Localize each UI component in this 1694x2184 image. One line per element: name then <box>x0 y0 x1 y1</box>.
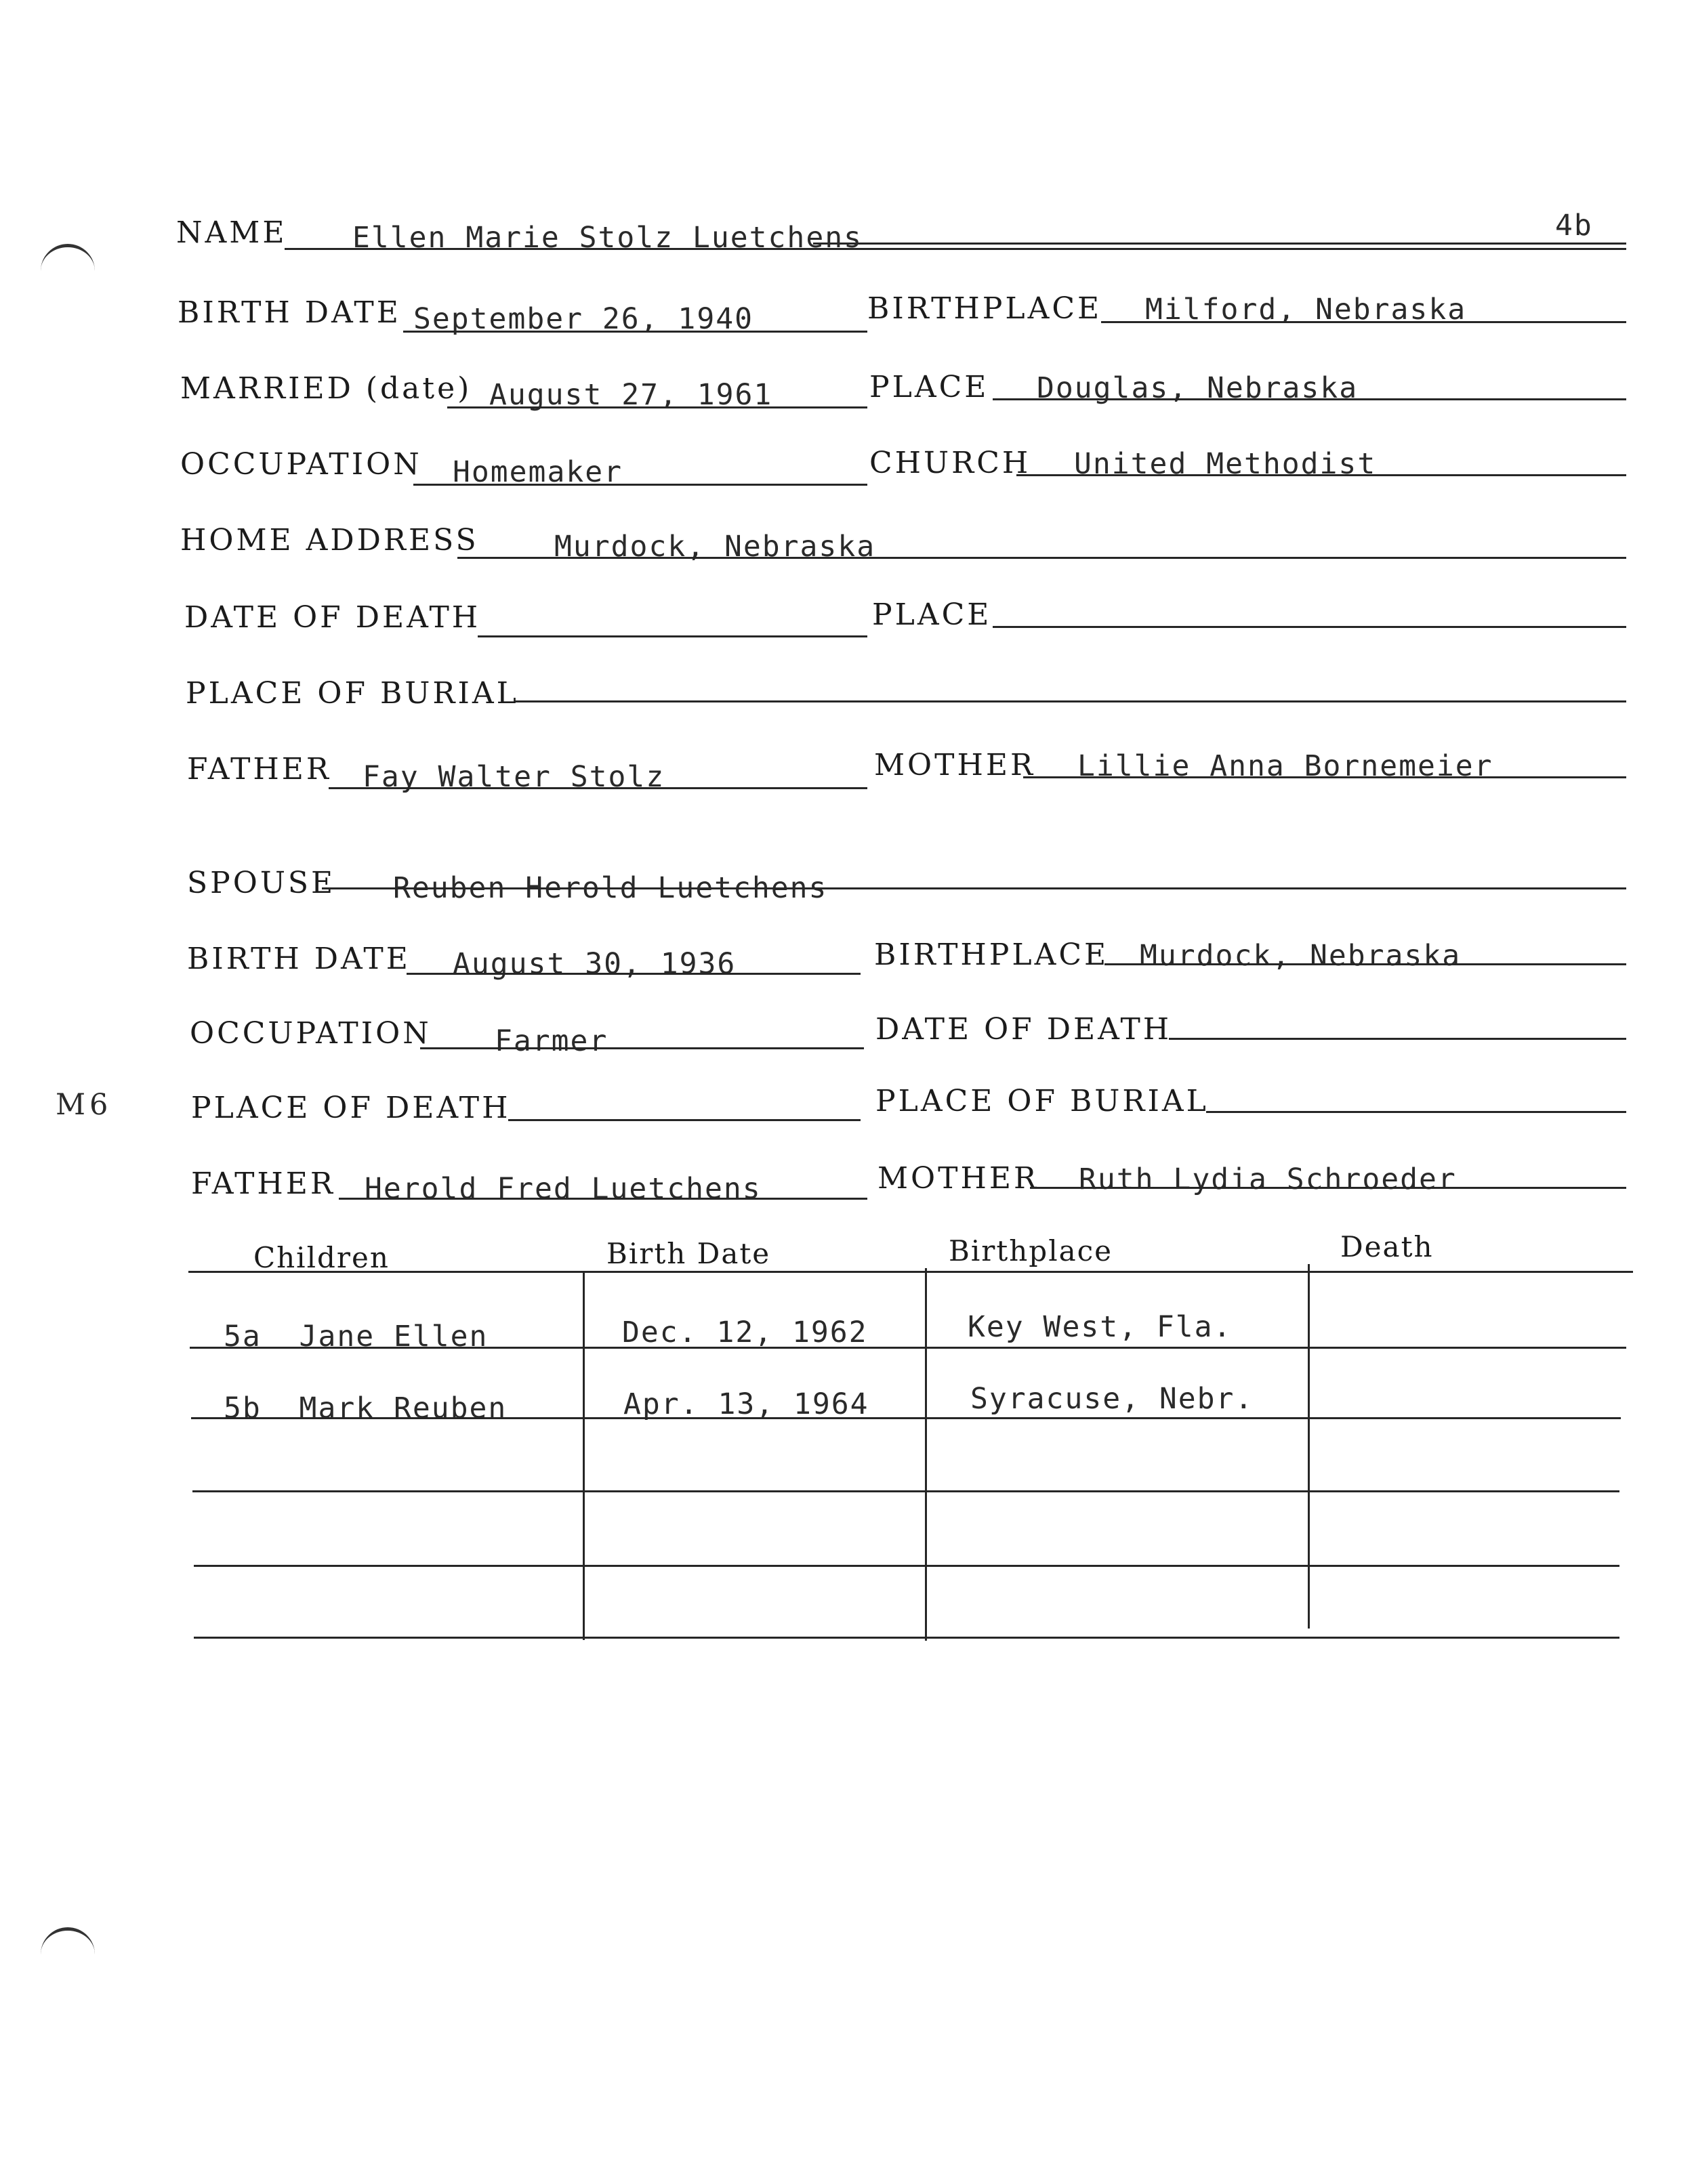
married-place-rule <box>993 398 1626 400</box>
binder-hole-top <box>41 244 95 274</box>
spouse-mother-value: Ruth Lydia Schroeder <box>1079 1162 1457 1196</box>
table-row-rule-5 <box>194 1637 1619 1639</box>
mother-value: Lillie Anna Bornemeier <box>1077 749 1493 783</box>
date-of-death-rule <box>478 635 867 637</box>
home-address-value: Murdock, Nebraska <box>554 530 876 564</box>
name-label: NAME <box>176 215 287 250</box>
table-row-rule-3 <box>192 1490 1619 1492</box>
spouse-place-of-death-rule <box>508 1119 861 1121</box>
married-label: MARRIED (date) <box>180 371 472 406</box>
home-address-rule <box>457 557 1626 559</box>
spouse-occupation-value: Farmer <box>495 1024 608 1058</box>
child-birthplace: Syracuse, Nebr. <box>970 1382 1254 1416</box>
spouse-father-label: FATHER <box>191 1167 336 1201</box>
spouse-rule <box>322 887 1626 889</box>
birthplace-rule <box>1101 321 1626 323</box>
table-col-divider-2 <box>925 1268 927 1641</box>
binder-hole-bottom <box>41 1927 95 1958</box>
spouse-birth-date-label: BIRTH DATE <box>187 942 411 976</box>
child-name: 5a Jane Ellen <box>224 1320 489 1353</box>
child-birth-date: Dec. 12, 1962 <box>622 1316 868 1349</box>
death-place-label: PLACE <box>872 597 992 632</box>
birth-date-value: September 26, 1940 <box>413 302 753 336</box>
name-rule <box>285 248 1626 250</box>
birthplace-header: Birthplace <box>949 1234 1113 1267</box>
spouse-occupation-label: OCCUPATION <box>190 1016 432 1051</box>
page-number-rule <box>813 243 1626 245</box>
church-rule <box>1016 474 1626 476</box>
name-value: Ellen Marie Stolz Luetchens <box>352 221 863 255</box>
table-row-rule-2 <box>191 1417 1621 1419</box>
spouse-father-value: Herold Fred Luetchens <box>365 1172 762 1206</box>
birthplace-label: BIRTHPLACE <box>867 291 1102 326</box>
occupation-value: Homemaker <box>453 455 623 489</box>
occupation-rule <box>413 484 867 486</box>
spouse-occupation-rule <box>420 1047 864 1049</box>
place-of-burial-rule <box>515 700 1626 702</box>
spouse-date-of-death-rule <box>1169 1038 1626 1040</box>
birth-date-label: BIRTH DATE <box>178 295 401 330</box>
spouse-date-of-death-label: DATE OF DEATH <box>875 1012 1172 1047</box>
church-label: CHURCH <box>869 446 1031 480</box>
table-row-rule-1 <box>190 1347 1626 1349</box>
birth-date-header: Birth Date <box>606 1237 771 1270</box>
home-address-label: HOME ADDRESS <box>180 523 479 558</box>
mother-rule <box>1023 776 1626 778</box>
children-header: Children <box>253 1241 390 1274</box>
married-value: August 27, 1961 <box>489 378 773 412</box>
occupation-label: OCCUPATION <box>180 447 422 482</box>
page-number: 4b <box>1555 209 1593 243</box>
margin-note: M6 <box>56 1088 112 1122</box>
married-place-value: Douglas, Nebraska <box>1037 371 1359 405</box>
spouse-birthplace-label: BIRTHPLACE <box>874 938 1109 972</box>
death-header: Death <box>1340 1230 1434 1263</box>
spouse-father-rule <box>339 1198 867 1200</box>
child-birthplace: Key West, Fla. <box>968 1310 1233 1344</box>
spouse-label: SPOUSE <box>187 866 336 900</box>
child-birth-date: Apr. 13, 1964 <box>623 1387 869 1421</box>
mother-label: MOTHER <box>874 748 1036 782</box>
spouse-birthplace-rule <box>1104 963 1626 965</box>
place-of-burial-label: PLACE OF BURIAL <box>186 676 519 711</box>
father-rule <box>329 787 867 789</box>
father-value: Fay Walter Stolz <box>363 760 665 794</box>
death-place-rule <box>993 626 1626 628</box>
table-col-divider-1 <box>583 1271 585 1640</box>
father-label: FATHER <box>187 752 332 786</box>
birthplace-value: Milford, Nebraska <box>1145 293 1467 327</box>
table-row-rule-4 <box>194 1565 1619 1567</box>
table-col-divider-3 <box>1308 1264 1310 1629</box>
spouse-mother-rule <box>1030 1187 1626 1189</box>
spouse-birthplace-value: Murdock, Nebraska <box>1140 939 1462 973</box>
spouse-value: Reuben Herold Luetchens <box>393 871 828 905</box>
spouse-place-of-burial-label: PLACE OF BURIAL <box>875 1084 1209 1118</box>
spouse-mother-label: MOTHER <box>877 1161 1039 1196</box>
married-rule <box>447 406 867 408</box>
date-of-death-label: DATE OF DEATH <box>184 600 481 635</box>
spouse-birth-date-rule <box>407 973 861 975</box>
married-place-label: PLACE <box>869 370 989 404</box>
spouse-birth-date-value: August 30, 1936 <box>453 947 737 981</box>
church-value: United Methodist <box>1074 447 1377 481</box>
child-name: 5b Mark Reuben <box>224 1391 508 1425</box>
birth-date-rule <box>403 331 867 333</box>
spouse-place-of-burial-rule <box>1206 1111 1626 1113</box>
spouse-place-of-death-label: PLACE OF DEATH <box>191 1091 511 1125</box>
table-header-rule <box>188 1271 1633 1273</box>
